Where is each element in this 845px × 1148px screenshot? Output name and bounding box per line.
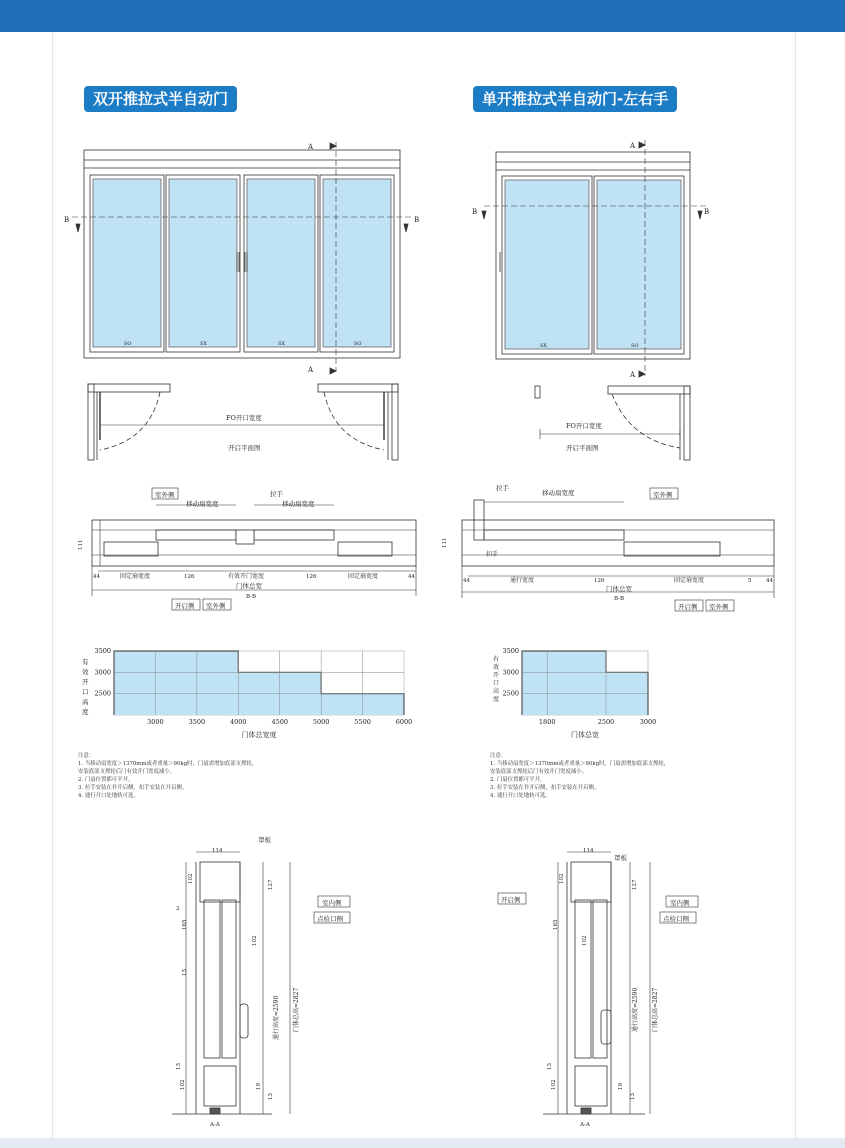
label-right-aa-total-h: 门体总高=2827 xyxy=(652,987,659,1032)
label-left-sec-a-bottom: A xyxy=(308,366,314,374)
label-right-handle: 拉手 xyxy=(496,484,509,492)
label-left-aa-127: 127 xyxy=(268,879,274,890)
label-left-aa-13b: 13 xyxy=(176,1063,182,1070)
left-section-aa xyxy=(172,852,290,1114)
label-right-sec-a-top: A xyxy=(630,142,636,150)
notes-left-title: 注意： xyxy=(78,753,95,759)
tag-right-outside: 室外侧 xyxy=(653,491,673,499)
right-chart-step-1 xyxy=(522,651,606,715)
left-chart-ytick-1: 2500 xyxy=(94,689,111,698)
label-left-panel-4: SO xyxy=(354,341,362,347)
label-left-aa-13a: 13 xyxy=(182,969,188,976)
right-chart-xtick-3: 3000 xyxy=(639,718,657,726)
right-section-bb xyxy=(462,500,774,598)
label-left-aa-pass-h: 通行高度=2590 xyxy=(273,995,280,1040)
left-chart-xtick-5: 5000 xyxy=(312,718,330,726)
label-right-aa-pass-h: 通行高度=2590 xyxy=(632,987,639,1032)
label-right-aa-102b: 102 xyxy=(582,935,588,946)
left-chart-ylabel-1: 有 xyxy=(82,658,89,666)
label-right-aa-19: 19 xyxy=(618,1083,624,1090)
right-elevation xyxy=(482,140,706,377)
right-chart-ylabel-6: 度 xyxy=(493,696,500,703)
tag-left-open-side: 开启侧 xyxy=(175,602,195,610)
left-chart-ylabel-6: 度 xyxy=(82,708,89,716)
notes-right-line-2: 安装底部支撑轮后门有效开门宽度减小。 xyxy=(490,769,588,775)
label-right-aa-165: 165 xyxy=(553,919,559,930)
label-left-aa-plate: 罩板 xyxy=(258,836,271,844)
right-chart-ytick-1: 2500 xyxy=(502,689,519,698)
right-chart-xlabel: 门体总宽 xyxy=(571,731,599,739)
left-chart-xtick-7: 6000 xyxy=(395,718,413,726)
tag-right-open-side-aa: 开启侧 xyxy=(501,896,521,904)
notes-left-line-3: 2. 门扇位置都可平开。 xyxy=(78,777,134,783)
label-left-fixed-a: 固定扇宽度 xyxy=(120,573,151,580)
right-section-aa xyxy=(543,852,650,1114)
label-left-aa-total-h: 门体总高=2827 xyxy=(293,987,300,1032)
notes-left xyxy=(78,752,257,800)
left-elevation xyxy=(72,142,412,374)
notes-right-line-3: 2. 门扇位置都可平开。 xyxy=(490,777,546,783)
label-left-aa-19: 19 xyxy=(256,1083,262,1090)
right-chart-ylabel-2: 效 xyxy=(493,664,500,671)
chart-right xyxy=(502,647,656,739)
tag-right-indoor: 室内侧 xyxy=(670,899,690,907)
label-right-fo: FO开口宽度 xyxy=(566,422,602,430)
tag-right-inspect: 点检口侧 xyxy=(663,915,689,923)
right-chart-xtick-1: 1800 xyxy=(538,718,556,726)
label-right-h111: 111 xyxy=(442,537,448,548)
label-right-aa-plate: 罩板 xyxy=(614,854,627,862)
notes-left-line-4: 3. 拉手安装在非开启侧，扣手安装在开启侧。 xyxy=(78,785,188,791)
label-left-panel-2: SX xyxy=(200,341,207,347)
label-left-aa-102c: 102 xyxy=(180,1079,186,1090)
left-chart-xtick-4: 4500 xyxy=(271,718,288,726)
left-chart-ytick-2: 3000 xyxy=(94,668,111,677)
right-chart-ylabel-4: 口 xyxy=(493,680,500,687)
notes-right-line-1: 1. 当移动扇宽度＞1370mm或者重量＞90kg时，门扇需增加底部支撑轮， xyxy=(490,761,670,767)
label-right-pass: 通行宽度 xyxy=(510,577,535,584)
label-left-aa-13c: 13 xyxy=(268,1093,274,1100)
label-left-panel-1: SO xyxy=(124,341,132,347)
title-single-door: 单开推拉式半自动门-左右手 xyxy=(473,86,677,112)
label-left-d44a: 44 xyxy=(93,574,100,580)
tag-left-indoor: 室内侧 xyxy=(322,899,342,907)
right-plan xyxy=(535,386,690,460)
notes-left-line-5: 4. 通行开口处地轨可选。 xyxy=(78,793,139,799)
label-left-plan-name: 开启平面图 xyxy=(228,444,261,452)
label-left-aa-2: 2 xyxy=(176,906,180,912)
label-right-aa-13c: 13 xyxy=(630,1093,636,1100)
label-right-moving: 移动扇宽度 xyxy=(542,489,575,497)
left-chart-ytick-3: 3500 xyxy=(94,647,111,655)
label-left-d126a: 126 xyxy=(184,574,195,580)
label-right-panel-2: SO xyxy=(631,343,639,349)
label-left-effective: 有效开门宽度 xyxy=(228,573,265,580)
left-chart-step-1 xyxy=(114,651,238,715)
left-chart-xlabel: 门体总宽度 xyxy=(241,731,277,739)
label-left-bb: B-B xyxy=(246,594,257,600)
label-right-sec-a-bottom: A xyxy=(630,371,636,379)
label-left-total: 门体总宽 xyxy=(236,582,262,590)
label-right-d44b: 44 xyxy=(766,578,773,584)
label-right-aa-114: 114 xyxy=(583,848,594,854)
label-left-fixed-b: 固定扇宽度 xyxy=(348,573,379,580)
label-left-panel-3: SX xyxy=(278,341,285,347)
notes-right-line-5: 4. 通行开口处地轨可选。 xyxy=(490,793,551,799)
label-left-aa-114: 114 xyxy=(212,848,223,854)
tag-left-inspect: 点检口侧 xyxy=(317,915,343,923)
tag-left-outside: 室外侧 xyxy=(155,491,175,499)
label-right-fixed: 固定扇宽度 xyxy=(674,577,705,584)
notes-left-line-1: 1. 当移动扇宽度＞1370mm或者重量＞90kg时，门扇需增加底部支撑轮， xyxy=(78,761,258,767)
label-left-handle: 拉手 xyxy=(270,490,283,498)
right-chart-ylabel-5: 高 xyxy=(493,688,500,695)
label-left-sec-a-top: A xyxy=(308,143,314,151)
notes-left-line-2: 安装底部支撑轮后门有效开门宽度减小。 xyxy=(78,769,176,775)
left-chart-xtick-2: 3500 xyxy=(188,718,206,726)
tag-right-open-side: 开启侧 xyxy=(678,603,698,611)
label-left-aa-102b: 102 xyxy=(252,935,258,946)
label-right-aa-102c: 102 xyxy=(551,1079,557,1090)
right-chart-ylabel-3: 开 xyxy=(493,672,500,679)
left-chart-ylabel-2: 效 xyxy=(82,668,89,676)
notes-right-title: 注意： xyxy=(490,753,507,759)
label-right-aa-13b: 13 xyxy=(547,1063,553,1070)
label-right-total: 门体总宽 xyxy=(606,585,632,593)
label-right-panel-1: SX xyxy=(540,343,547,349)
notes-right-line-4: 3. 拉手安装在非开启侧，扣手安装在开启侧。 xyxy=(490,785,600,791)
left-chart-xtick-3: 4000 xyxy=(230,718,247,726)
label-right-plan-name: 开启平面图 xyxy=(566,444,599,452)
label-left-aa-102a: 102 xyxy=(188,873,194,884)
label-left-h111: 111 xyxy=(78,539,84,550)
right-chart-ylabel-1: 有 xyxy=(493,656,500,663)
right-chart-ytick-2: 3000 xyxy=(502,668,519,677)
title-double-door: 双开推拉式半自动门 xyxy=(84,86,237,112)
left-chart-ylabel-5: 高 xyxy=(82,698,89,706)
label-right-sec-b-right: B xyxy=(704,208,710,216)
label-right-aa-name: A-A xyxy=(580,1122,590,1128)
right-chart-xtick-2: 2500 xyxy=(597,718,615,726)
label-left-aa-165: 165 xyxy=(182,919,188,930)
right-chart-ytick-3: 3500 xyxy=(502,647,519,655)
chart-left xyxy=(94,647,412,739)
tag-left-outside2: 室外侧 xyxy=(206,602,226,610)
notes-right xyxy=(490,752,669,800)
label-left-d126b: 126 xyxy=(306,574,317,580)
left-chart-xtick-1: 3000 xyxy=(147,718,164,726)
label-left-sec-b-right: B xyxy=(414,216,420,224)
left-chart-xtick-6: 5500 xyxy=(354,718,371,726)
label-right-bb: B-B xyxy=(614,596,625,602)
left-chart-ylabel-3: 开 xyxy=(82,678,89,686)
label-right-d44a: 44 xyxy=(463,578,470,584)
label-left-sec-b-left: B xyxy=(64,216,70,224)
label-right-d5: 5 xyxy=(748,578,752,584)
label-right-d126: 126 xyxy=(594,578,605,584)
tag-right-outside2: 室外侧 xyxy=(709,603,729,611)
left-chart-ylabel-4: 口 xyxy=(82,688,89,696)
label-left-moving-1: 移动扇宽度 xyxy=(186,500,219,508)
label-right-aa-102a: 102 xyxy=(559,873,565,884)
label-right-aa-127: 127 xyxy=(632,879,638,890)
label-right-grip: 扣手 xyxy=(486,551,499,558)
label-left-fo: FO开口宽度 xyxy=(226,414,262,422)
label-left-aa-name: A-A xyxy=(210,1122,220,1128)
label-right-sec-b-left: B xyxy=(472,208,478,216)
label-left-moving-2: 移动扇宽度 xyxy=(282,500,315,508)
label-left-d44b: 44 xyxy=(408,574,415,580)
